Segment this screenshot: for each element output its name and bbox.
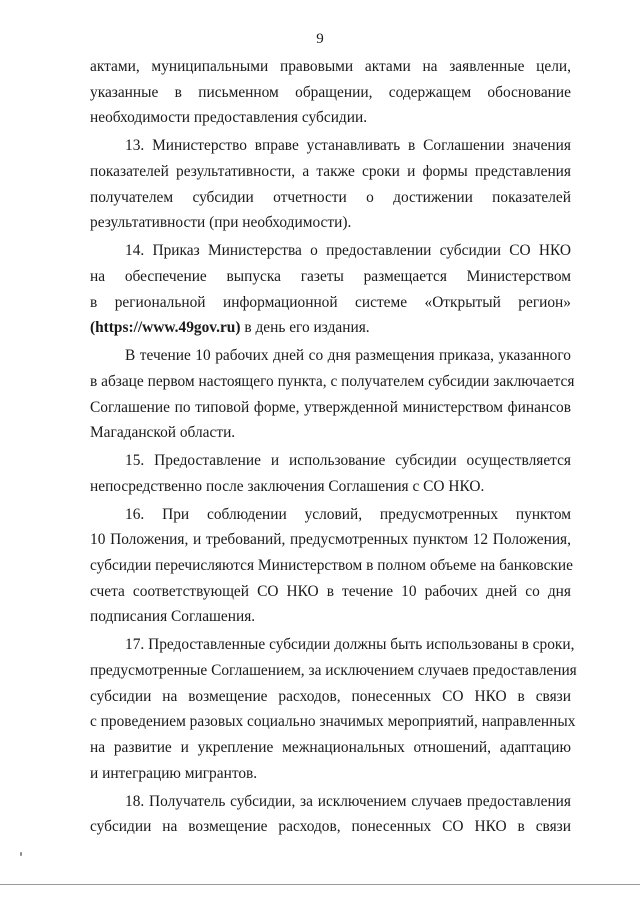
text-line: в абзаце первом настоящего пункта, с получателем субсидии заключается — [90, 372, 575, 390]
text-line: 14. Приказ Министерства о предоставлении субсидии СО НКО — [125, 242, 571, 260]
text-line: результативности (при необходимости). — [90, 214, 352, 232]
text-line: на развитие и укрепление межнациональных отношений, адаптацию — [90, 739, 571, 756]
scan-speck — [20, 852, 22, 856]
text-line: 10 Положения, и требований, предусмотренных пунктом 12 Положения, — [90, 531, 571, 549]
text-line: на обеспечение выпуска газеты размещается Министерством — [90, 267, 571, 285]
text-line: подписания Соглашения. — [90, 608, 256, 626]
text-line: 17. Предоставленные субсидии должны быть использованы в сроки, — [125, 636, 575, 654]
text-line: указанные в письменном обращении, содержащем обоснование — [90, 83, 571, 101]
text-line: субсидии на возмещение расходов, понесенных СО НКО в связи — [90, 818, 571, 836]
text-line: 15. Предоставление и использование субсидии осуществляется — [125, 452, 571, 470]
text-line: субсидии на возмещение расходов, понесенных СО НКО в связи — [90, 687, 571, 705]
text-line: 16. При соблюдении условий, предусмотренных пунктом — [125, 505, 571, 523]
text-line: в региональной информационной системе «Открытый регион» — [90, 293, 571, 311]
text-line: актами, муниципальными правовыми актами на заявленные цели, — [90, 58, 571, 75]
text-line: получателем субсидии отчетности о достижении показателей — [90, 188, 571, 206]
text-line: В течение 10 рабочих дней со дня размещения приказа, указанного — [125, 347, 571, 365]
text-line: показателей результативности, а также сроки и формы представления — [90, 162, 571, 180]
text-line: счета соответствующей СО НКО в течение 10 рабочих дней со дня — [90, 582, 571, 600]
website-link-text: (https://www.49gov.ru) — [90, 319, 241, 337]
text-line: с проведением разовых социально значимых мероприятий, направленных — [90, 713, 576, 731]
page-number: 9 — [316, 31, 324, 47]
text-line: Соглашение по типовой форме, утвержденной министерством финансов — [90, 398, 571, 416]
text-line-rest: в день его издания. — [240, 319, 370, 337]
text-line: и интеграцию мигрантов. — [90, 764, 258, 782]
page-bottom-rule — [0, 884, 640, 885]
text-line: 13. Министерство вправе устанавливать в Соглашении значения — [125, 137, 571, 155]
document-body — [90, 54, 577, 840]
text-line: Магаданской области. — [90, 424, 236, 442]
text-line: необходимости предоставления субсидии. — [90, 109, 368, 127]
text-line: предусмотренные Соглашением, за исключением случаев предоставления — [90, 661, 577, 679]
text-line: 18. Получатель субсидии, за исключением случаев предоставления — [125, 792, 571, 810]
text-line: непосредственно после заключения Соглашения с СО НКО. — [90, 477, 485, 495]
text-line: субсидии перечисляются Министерством в полном объеме на банковские — [90, 557, 573, 574]
text-line — [90, 315, 571, 341]
